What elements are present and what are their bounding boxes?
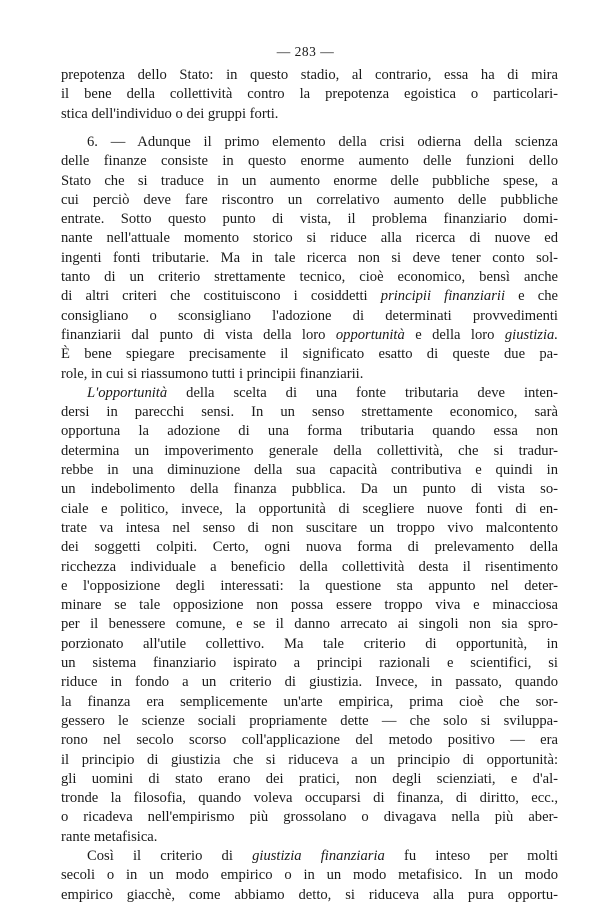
text-line: rante metafisica. [61, 828, 158, 845]
text-line: ciale e politico, invece, la opportunità di scegliere nuove fonti di en- [61, 500, 558, 517]
text-line: gessero le scienze sociali propriamente dette — che solo si sviluppa- [61, 712, 558, 729]
text-line: tronde la filosofia, quando voleva occuparsi di finanza, di diritto, ecc., [61, 790, 558, 807]
text-line: È bene spiegare precisamente il significato esatto di queste due pa- [61, 346, 558, 363]
text-line: 6. — Adunque il primo elemento della crisi odierna della scienza [87, 134, 558, 150]
text-line: porzionato all'utile collettivo. Ma tale criterio di opportunità, in [61, 635, 558, 652]
text-line: empirico giacchè, come abbiamo detto, si riduceva alla pura opportu- [61, 886, 558, 903]
text-line: role, in cui si riassumono tutti i principii finanziarii. [61, 365, 364, 382]
text-line: stica dell'individuo o dei gruppi forti. [61, 105, 279, 122]
text-line: o ricadeva nell'empirismo più grossolano o divagava nella più aber- [61, 809, 558, 826]
text-line: secoli o in un modo empirico o in un modo metafisico. In un modo [61, 867, 558, 884]
text-line: minare se tale opposizione non possa essere troppo viva e minacciosa [61, 597, 558, 614]
text-line: cui perciò deve fare riscontro un correlativo aumento delle pubbliche [61, 191, 558, 208]
text-line: consigliano o sconsigliano l'adozione di determinati provvedimenti [61, 307, 558, 324]
text-line: per il benessere comune, e se il danno arrecato ai singoli non sia spro- [61, 616, 558, 633]
text-line: il bene della collettività contro la prepotenza egoistica o particolari- [61, 86, 558, 103]
text-line: finanziarii dal punto di vista della loro opportunità e della loro giustizia. [61, 326, 558, 343]
text-line: entrate. Sotto questo punto di vista, il problema finanziario domi- [61, 211, 558, 228]
text-line: ingenti fonti tributarie. Ma in tale ricerca non si deve tener conto sol- [61, 249, 558, 266]
text-line: gli uomini di stato erano dei pratici, non degli scienziati, e d'al- [61, 770, 558, 787]
text-line: trate va intesa nel senso di non suscitare un troppo vivo malcontento [61, 519, 558, 536]
text-line: opportuna la adozione di una forma tributaria quando essa non [61, 423, 558, 440]
text-line: delle finanze consiste in questo enorme aumento delle funzioni dello [61, 153, 558, 170]
text-line: prepotenza dello Stato: in questo stadio, al contrario, essa ha di mira [61, 67, 558, 83]
text-line: determina un impoverimento generale della collettività, che si tradur- [61, 442, 558, 459]
text-line: Così il criterio di giustizia finanziaria fu inteso per molti [87, 847, 558, 864]
page-number: — 283 — [276, 44, 335, 59]
text-line: un sistema finanziario ispirato a principi razionali e scientifici, si [61, 655, 558, 672]
main-text [61, 133, 558, 905]
text-line: rono nel secolo scorso coll'applicazione del metodo positivo — era [61, 732, 558, 749]
text-line: tanto di un criterio strettamente tecnico, cioè economico, bensì anche [61, 269, 558, 286]
text-line: il principio di giustizia che si riduceva a un principio di opportunità: [61, 751, 558, 768]
text-line: rebbe in una diminuzione della sua capacità contributiva e quindi in [61, 462, 558, 479]
text-line: un indebolimento della finanza pubblica. Da un punto di vista so- [61, 481, 558, 498]
text-line: dersi in parecchi sensi. In un senso strettamente economico, sarà [61, 404, 558, 421]
text-line: dei soggetti colpiti. Certo, ogni nuova forma di prelevamento della [61, 539, 558, 556]
text-line: Stato che si traduce in un aumento enorme delle pubbliche spese, a [61, 172, 558, 189]
text-line: di altri criteri che costituiscono i cosiddetti principii finanziarii e che [61, 288, 559, 305]
text-line: ricchezza individuale a beneficio della collettività desta il risentimento [61, 558, 558, 575]
text-line: nante nell'attuale momento storico si riduce alla ricerca di nuove ed [61, 230, 558, 247]
text-line: L'opportunità della scelta di una fonte tributaria deve inten- [87, 384, 558, 401]
paragraph-continuation [61, 66, 558, 124]
text-line: la finanza era semplicemente un'arte empirica, prima cioè che sor- [61, 693, 558, 710]
text-line: riduce in fondo a un criterio di giustizia. Invece, in passato, quando [61, 674, 558, 691]
text-line: e l'opposizione degli interessati: la questione sta appunto nel deter- [61, 577, 558, 594]
